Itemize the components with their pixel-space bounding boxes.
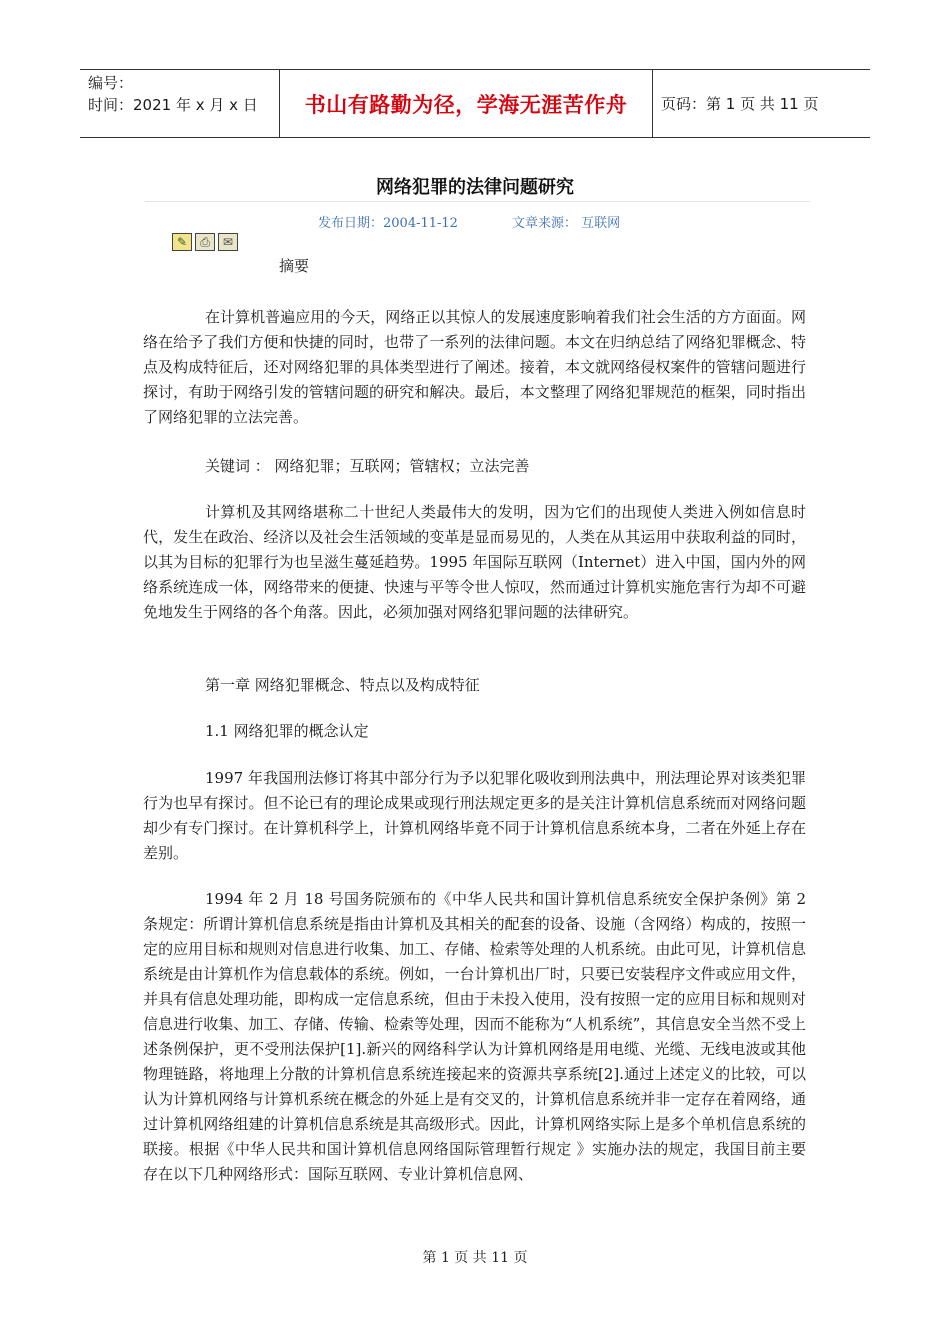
intro-paragraph: 计算机及其网络堪称二十世纪人类最伟大的发明，因为它们的出现使人类进入例如信息时代，发生在政治、经济以及社会生活领域的变革是显而易见的，人类在从其运用中获取利益的同时，以其为目标的犯罪行为也呈滋生蔓延趋势。1995 年国际互联网（Internet）进入中国，国内外的网络系统连成一体，网络带来的便捷、快速与平等令世人惊叹，然而通过计算机实施危害行为却不可避免地发生于网络的各个角落。因此，必须加强对网络犯罪问题的法律研究。 [143,503,806,621]
date-line: 时间：2021 年 x 月 x 日 [88,96,258,114]
page-footer: 第 1 页 共 11 页 [422,1250,528,1266]
abstract-paragraph: 在计算机普遍应用的今天，网络正以其惊人的发展速度影响着我们社会生活的方方面面。网络在给予了我们方便和快捷的同时，也带了一系列的法律问题。本文在归纳总结了网络犯罪概念、特点及构成特征后，还对网络犯罪的具体类型进行了阐述。接着，本文就网络侵权案件的管辖问题进行探讨，有助于网络引发的管辖问题的研究和解决。最后，本文整理了网络犯罪规范的框架，同时指出了网络犯罪的立法完善。 [143,308,806,426]
document-header [80,69,870,138]
header-left-cell [80,70,280,137]
abstract-label: 摘要 [279,257,310,275]
chapter-heading: 第一章 网络犯罪概念、特点以及构成特征 [205,676,480,694]
article-toolbar [172,233,238,251]
keywords-line: 关键词 ： 网络犯罪；互联网；管辖权；立法完善 [205,457,530,475]
article-source: 文章来源： 互联网 [512,216,621,231]
section-heading: 1.1 网络犯罪的概念认定 [205,722,369,740]
email-icon[interactable]: ✉ [218,233,238,251]
motto: 书山有路勤为径，学海无涯苦作舟 [280,70,653,137]
body-paragraph-1: 1997 年我国刑法修订将其中部分行为予以犯罪化吸收到刑法典中，刑法理论界对该类犯罪行为也早有探讨。但不论已有的理论成果或现行刑法规定更多的是关注计算机信息系统而对网络问题却少有专门探讨。在计算机科学上，计算机网络毕竟不同于计算机信息系统本身，二者在外延上存在差别。 [143,769,806,862]
body-paragraph-2: 1994 年 2 月 18 号国务院颁布的《中华人民共和国计算机信息系统安全保护条例》第 2 条规定：所谓计算机信息系统是指由计算机及其相关的配套的设备、设施（含网络）构成的，按照一定的应用目标和规则对信息进行收集、加工、存储、检索等处理的人机系统。由此可见，计算机信息系统是由计算机作为信息载体的系统。例如，一台计算机出厂时，只要已安装程序文件或应用文件，并具有信息处理功能，即构成一定信息系统，但由于未投入使用，没有按照一定的应用目标和规则对信息进行收集、加工、存储、传输、检索等处理，因而不能称为“人机系统”，其信息安全当然不受上述条例保护，更不受刑法保护[1].新兴的网络科学认为计算机网络是用电缆、光缆、无线电波或其他物理链路，将地理上分散的计算机信息系统连接起来的资源共享系统[2].通过上述定义的比较，可以认为计算机网络与计算机系统在概念的外延上是有交叉的，计算机信息系统并非一定存在着网络，通过计算机网络组建的计算机信息系统是其高级形式。因此，计算机网络实际上是多个单机信息系统的联接。根据《中华人民共和国计算机信息网络国际管理暂行规定 》实施办法的规定，我国目前主要存在以下几种网络形式：国际互联网、专业计算机信息网、 [143,890,806,1183]
bookmark-icon[interactable]: ✎ [172,233,192,251]
article-title: 网络犯罪的法律问题研究 [376,177,574,198]
title-divider [145,201,810,202]
page-info: 页码：第 1 页 共 11 页 [661,95,819,113]
number-label: 编号： [88,74,134,92]
print-icon[interactable]: ⎙ [195,233,215,251]
publish-date: 发布日期：2004-11-12 [318,216,458,231]
